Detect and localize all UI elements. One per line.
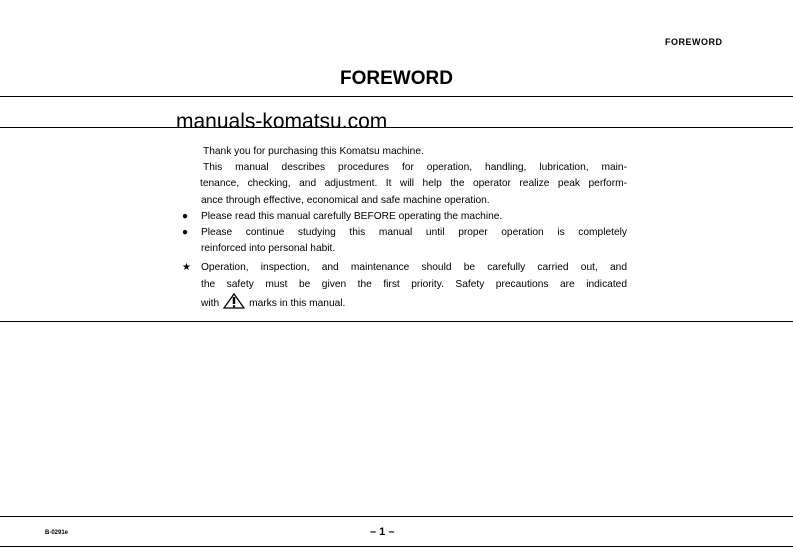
intro-line: ance through effective, economical and safe machine operation. [201,194,490,206]
item-text: marks in this manual. [249,297,346,309]
intro-line: Thank you for purchasing this Komatsu machine. [203,146,424,157]
divider [0,321,793,322]
item-text: the safety must be given the first priority. Safety precautions are indicated [201,278,627,290]
warning-triangle-icon [222,293,246,315]
intro-line: This manual describes procedures for operation, handling, lubrication, main- [203,162,627,174]
divider [0,96,793,97]
star-icon: ★ [182,262,192,274]
item-text: Please continue studying this manual until proper operation is completely [201,227,627,239]
divider [0,127,793,128]
bullet-icon: ● [182,227,189,239]
list-item [182,209,627,225]
list-item [182,260,627,315]
list-item [182,225,627,257]
intro-line: tenance, checking, and adjustment. It will help the operator realize peak perform- [200,178,627,190]
item-text: Please read this manual carefully BEFORE operating the machine. [201,210,503,222]
running-header: FOREWORD [665,37,723,47]
item-text: Operation, inspection, and maintenance should be carefully carried out, and [201,262,627,274]
bullet-icon: ● [182,210,189,222]
divider [0,546,793,547]
page-number: – 1 – [370,526,395,538]
divider [0,516,793,517]
document-code: B-0291e [45,530,69,536]
item-text: with [201,297,220,309]
foreword-body [182,144,627,315]
watermark: manuals-komatsu.com [176,110,388,133]
page-title: FOREWORD [340,68,453,89]
item-text: reinforced into personal habit. [201,243,336,255]
